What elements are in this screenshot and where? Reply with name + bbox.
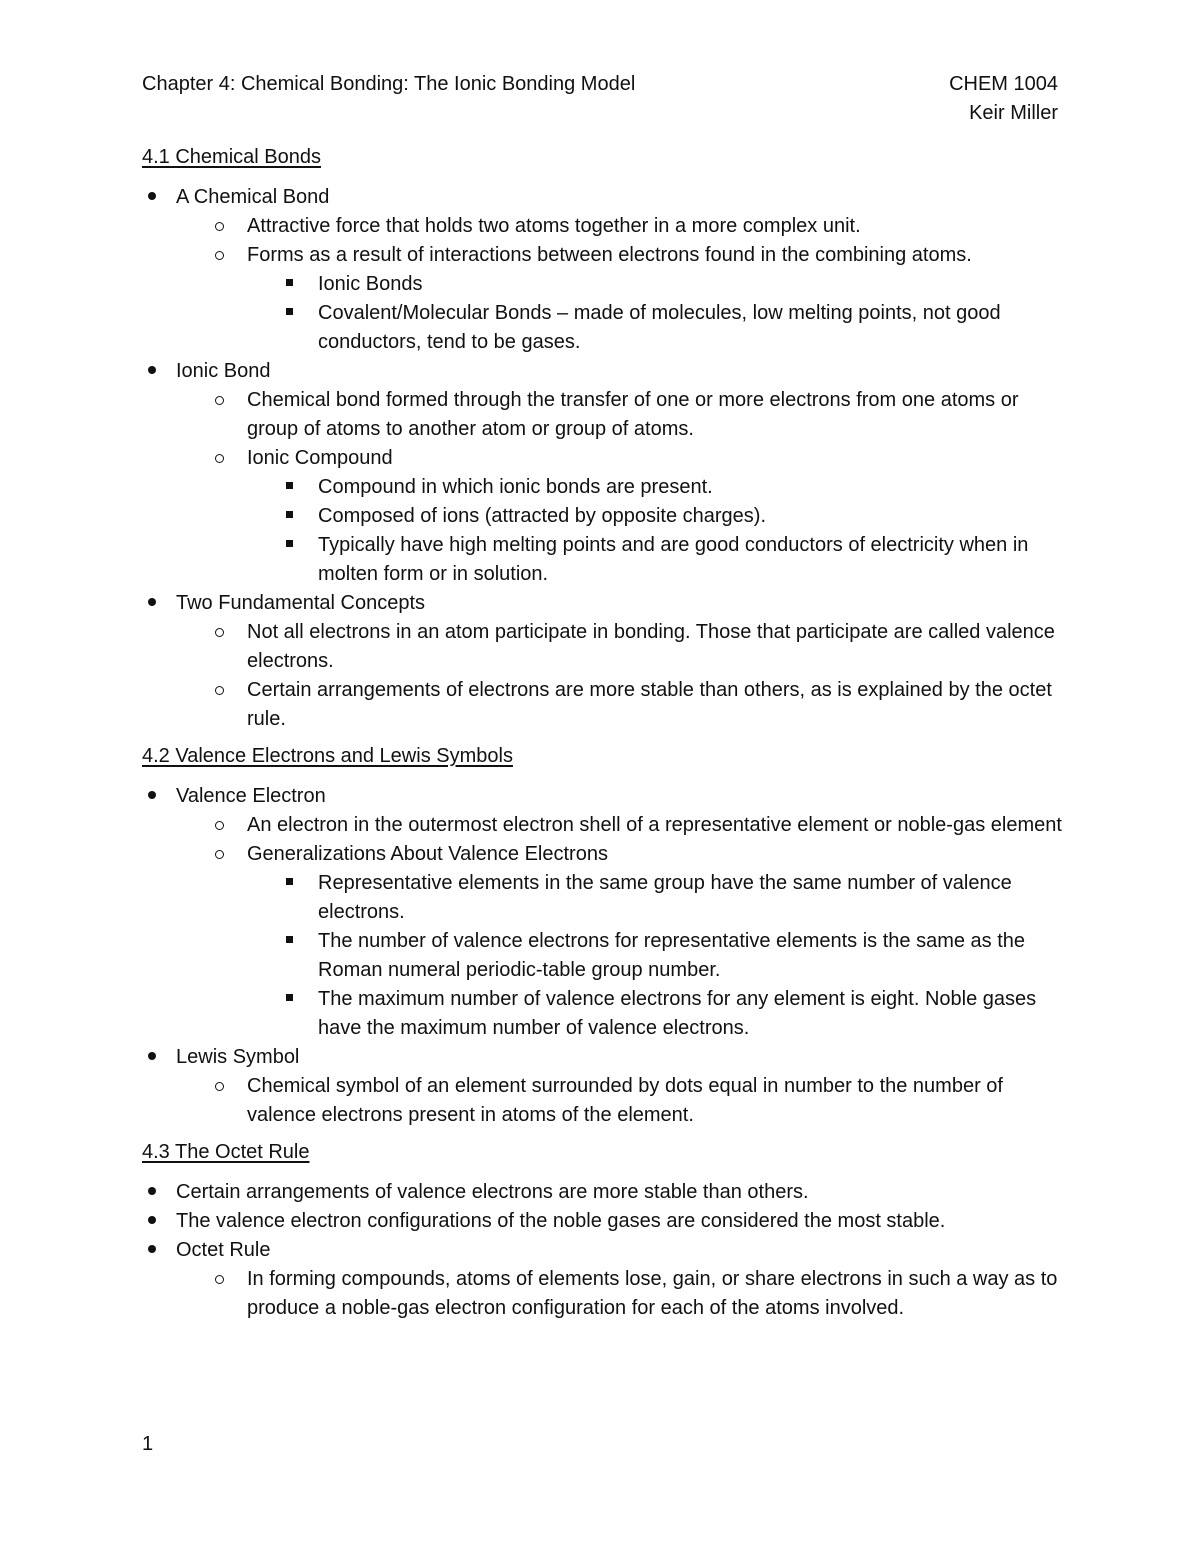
list-item-text: Typically have high melting points and are good conductors of electricity when in molten form or in solution. — [318, 534, 1029, 585]
circle-bullet-marker — [209, 1072, 229, 1101]
list-item-text: A Chemical Bond — [176, 186, 330, 208]
list-item-text: Forms as a result of interactions between electrons found in the combining atoms. — [247, 244, 972, 266]
section-heading: 4.1 Chemical Bonds — [142, 146, 321, 168]
bullet-list-level-2 — [142, 1072, 1062, 1130]
bullet-list-level-1 — [142, 1178, 1062, 1323]
list-item — [142, 927, 1062, 985]
circle-bullet-marker — [209, 386, 229, 415]
list-item — [142, 811, 1062, 840]
list-item — [142, 840, 1062, 1043]
circle-bullet-marker — [209, 676, 229, 705]
list-item-text: Ionic Bonds — [318, 273, 423, 295]
list-item — [142, 676, 1062, 734]
bullet-marker — [142, 1207, 162, 1236]
list-item-text: Chemical bond formed through the transfer of one or more electrons from one atoms or group of atoms to another atom or group of atoms. — [247, 389, 1019, 440]
list-item-text: Attractive force that holds two atoms together in a more complex unit. — [247, 215, 861, 237]
list-item-text: Certain arrangements of valence electrons are more stable than others. — [176, 1181, 809, 1203]
list-item-text: Generalizations About Valence Electrons — [247, 843, 608, 865]
circle-bullet-marker — [209, 444, 229, 473]
list-item-text: The maximum number of valence electrons for any element is eight. Noble gases have the maximum number of valence electrons. — [318, 988, 1037, 1039]
list-item-text: Covalent/Molecular Bonds – made of molecules, low melting points, not good conductors, tend to be gases. — [318, 302, 1001, 353]
bullet-list-level-1 — [142, 183, 1062, 734]
bullet-list-level-2 — [142, 212, 1062, 357]
list-item-text: Ionic Bond — [176, 360, 271, 382]
circle-bullet-marker — [209, 1265, 229, 1294]
list-item-text: Certain arrangements of electrons are more stable than others, as is explained by the octet rule. — [247, 679, 1052, 730]
list-item — [142, 212, 1062, 241]
list-item — [142, 1178, 1062, 1207]
list-item — [142, 1265, 1062, 1323]
list-item-text: Compound in which ionic bonds are present. — [318, 476, 713, 498]
list-item — [142, 357, 1062, 589]
section — [142, 742, 1062, 1130]
list-item-text: Octet Rule — [176, 1239, 271, 1261]
header-right — [949, 70, 1058, 128]
list-item — [142, 386, 1062, 444]
list-item-text: The valence electron configurations of the noble gases are considered the most stable. — [176, 1210, 946, 1232]
square-bullet-marker — [279, 927, 299, 956]
list-item — [142, 270, 1062, 299]
list-item-text: The number of valence electrons for representative elements is the same as the Roman numeral periodic-table group number. — [318, 930, 1026, 981]
section-heading: 4.3 The Octet Rule — [142, 1141, 310, 1163]
bullet-marker — [142, 1043, 162, 1072]
bullet-marker — [142, 1178, 162, 1207]
square-bullet-marker — [279, 869, 299, 898]
list-item — [142, 183, 1062, 357]
square-bullet-marker — [279, 531, 299, 560]
document-title: Chapter 4: Chemical Bonding: The Ionic Bonding Model — [142, 73, 636, 95]
list-item — [142, 241, 1062, 357]
bullet-marker — [142, 183, 162, 212]
circle-bullet-marker — [209, 212, 229, 241]
list-item — [142, 473, 1062, 502]
bullet-marker — [142, 589, 162, 618]
page-number: 1 — [142, 1433, 154, 1455]
document-body — [142, 143, 1062, 1323]
list-item-text: Representative elements in the same group have the same number of valence electrons. — [318, 872, 1012, 923]
circle-bullet-marker — [209, 618, 229, 647]
list-item — [142, 1236, 1062, 1323]
bullet-list-level-3 — [142, 473, 1062, 589]
square-bullet-marker — [279, 299, 299, 328]
bullet-list-level-2 — [142, 386, 1062, 589]
square-bullet-marker — [279, 270, 299, 299]
section — [142, 143, 1062, 734]
list-item-text: Not all electrons in an atom participate in bonding. Those that participate are called valence electrons. — [247, 621, 1055, 672]
list-item-text: In forming compounds, atoms of elements lose, gain, or share electrons in such a way as to produce a noble-gas electron configuration for each of the atoms involved. — [247, 1268, 1058, 1319]
list-item — [142, 1072, 1062, 1130]
section-heading: 4.2 Valence Electrons and Lewis Symbols — [142, 745, 513, 767]
list-item-text: Composed of ions (attracted by opposite charges). — [318, 505, 767, 527]
list-item — [142, 299, 1062, 357]
circle-bullet-marker — [209, 241, 229, 270]
bullet-marker — [142, 1236, 162, 1265]
bullet-marker — [142, 782, 162, 811]
list-item-text: Ionic Compound — [247, 447, 393, 469]
bullet-list-level-3 — [142, 869, 1062, 1043]
list-item — [142, 1043, 1062, 1130]
list-item — [142, 1207, 1062, 1236]
course-code: CHEM 1004 — [949, 73, 1058, 95]
list-item — [142, 782, 1062, 1043]
list-item-text: Two Fundamental Concepts — [176, 592, 426, 614]
square-bullet-marker — [279, 502, 299, 531]
list-item — [142, 618, 1062, 676]
list-item — [142, 589, 1062, 734]
list-item — [142, 985, 1062, 1043]
circle-bullet-marker — [209, 840, 229, 869]
section — [142, 1138, 1062, 1323]
circle-bullet-marker — [209, 811, 229, 840]
list-item-text: Valence Electron — [176, 785, 326, 807]
bullet-list-level-1 — [142, 782, 1062, 1130]
list-item — [142, 444, 1062, 589]
list-item — [142, 531, 1062, 589]
list-item — [142, 869, 1062, 927]
square-bullet-marker — [279, 985, 299, 1014]
list-item-text: Chemical symbol of an element surrounded by dots equal in number to the number of valence electrons present in atoms of the element. — [247, 1075, 1003, 1126]
bullet-list-level-3 — [142, 270, 1062, 357]
list-item-text: An electron in the outermost electron shell of a representative element or noble-gas element — [247, 814, 1062, 836]
list-item-text: Lewis Symbol — [176, 1046, 300, 1068]
author-name: Keir Miller — [969, 102, 1058, 124]
bullet-list-level-2 — [142, 618, 1062, 734]
bullet-list-level-2 — [142, 811, 1062, 1043]
bullet-marker — [142, 357, 162, 386]
list-item — [142, 502, 1062, 531]
square-bullet-marker — [279, 473, 299, 502]
bullet-list-level-2 — [142, 1265, 1062, 1323]
